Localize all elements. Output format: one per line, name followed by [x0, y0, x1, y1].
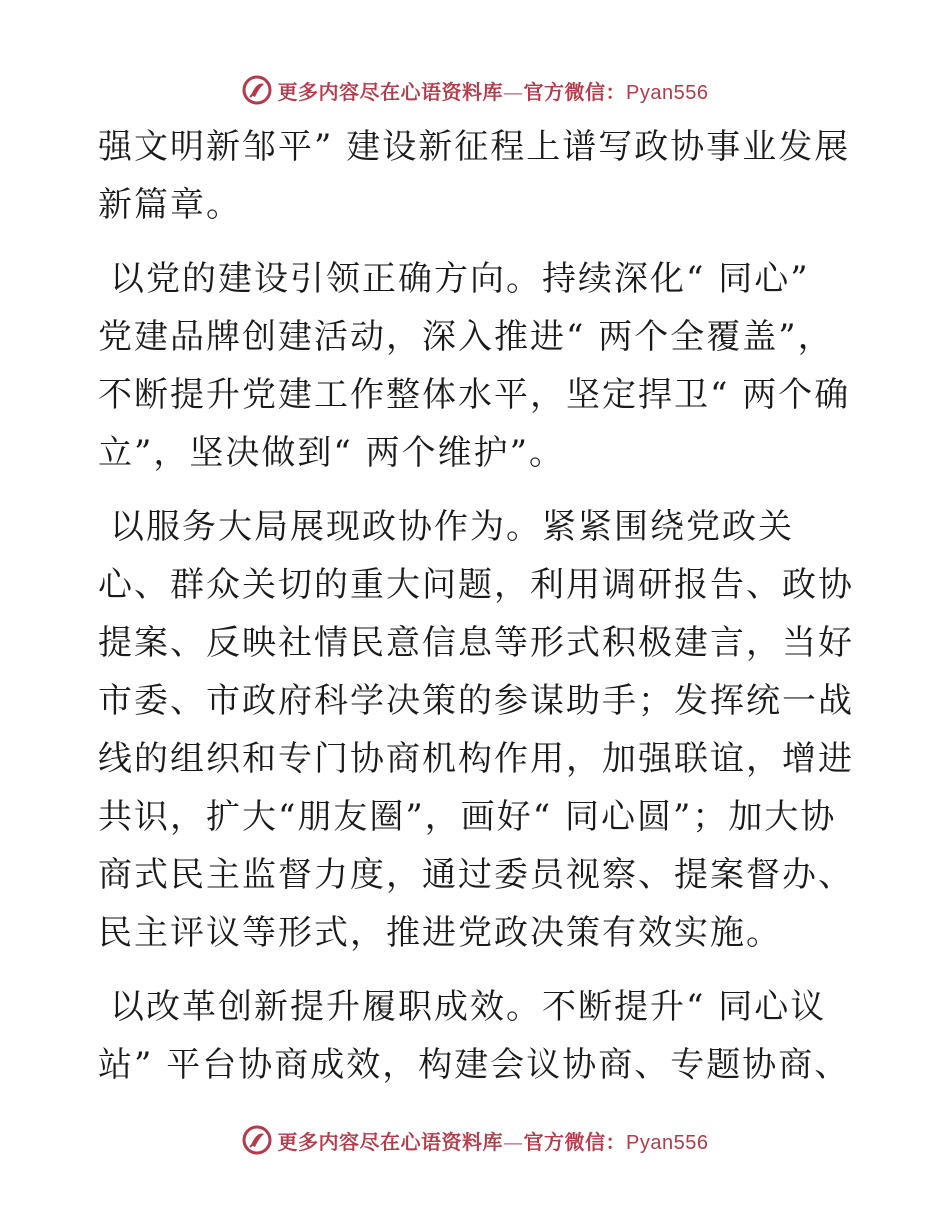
logo-icon	[242, 75, 272, 105]
watermark-text: 更多内容尽在心语资料库—官方微信：Pyan556	[277, 79, 709, 104]
paragraph-continued: 强文明新邹平” 建设新征程上谱写政协事业发展新篇章。	[98, 127, 851, 225]
footer-watermark	[0, 1120, 950, 1160]
document-body	[98, 118, 858, 1110]
watermark-text: 更多内容尽在心语资料库—官方微信：Pyan556	[277, 1129, 709, 1154]
paragraph-reform-innovation: 以改革创新提升履职成效。不断提升“ 同心议站” 平台协商成效，构建会议协商、专题协商、	[98, 987, 851, 1085]
paragraph-party-building: 以党的建设引领正确方向。持续深化“ 同心” 党建品牌创建活动，深入推进“ 两个全覆盖”，不断提升党建工作整体水平，坚定捍卫“ 两个确立”，坚决做到“ 两个维护”。	[98, 259, 851, 473]
header-watermark	[0, 70, 950, 110]
paragraph-serve-overall: 以服务大局展现政协作为。紧紧围绕党政关心、群众关切的重大问题，利用调研报告、政协提案、反映社情民意信息等形式积极建言，当好市委、市政府科学决策的参谋助手；发挥统一战线的组织和专门协商机构作用，加强联谊，增进共识，扩大“朋友圈”，画好“ 同心圆”；加大协商式民主监督力度，通过委员视察、提案督办、民主评议等形式，推进党政决策有效实施。	[98, 507, 854, 953]
logo-icon	[242, 1125, 272, 1155]
